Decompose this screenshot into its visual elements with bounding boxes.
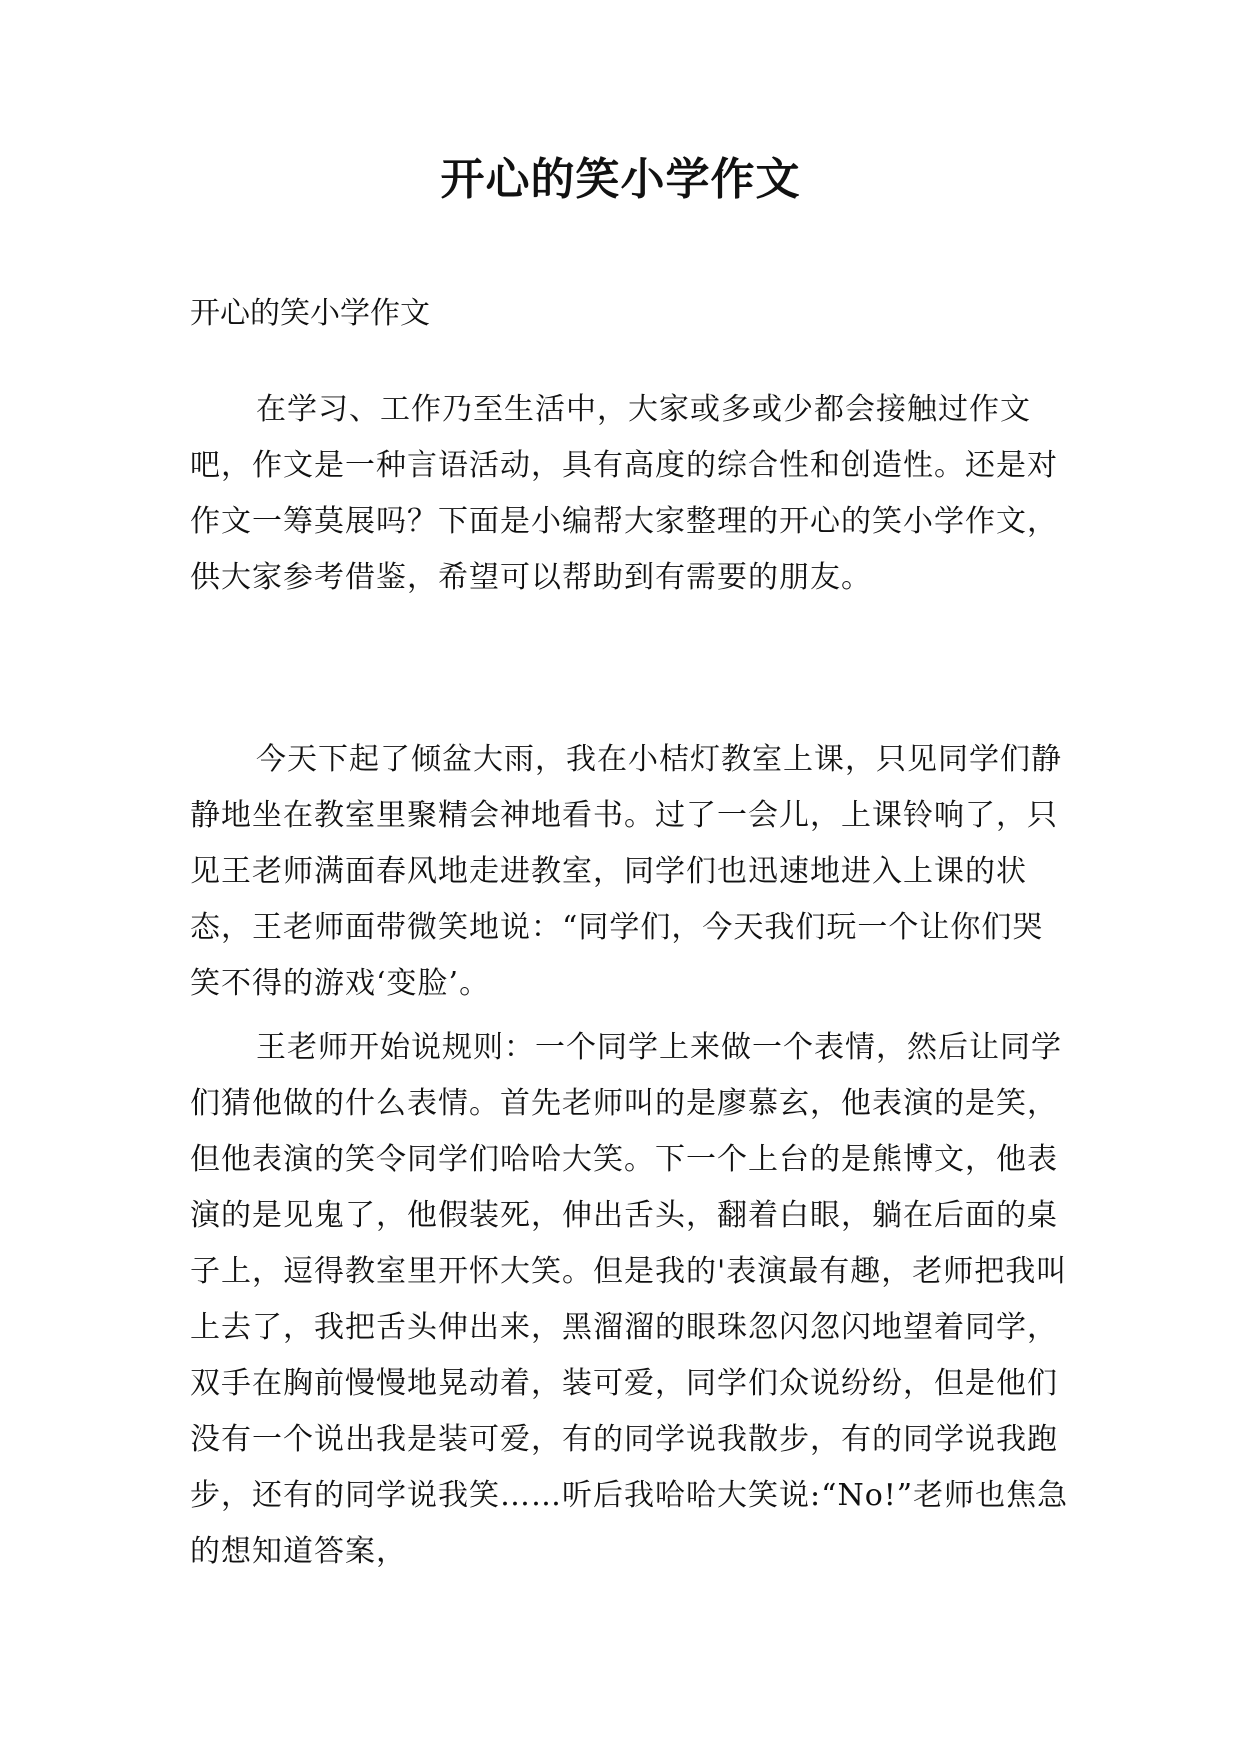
document-subtitle: 开心的笑小学作文 — [190, 296, 430, 331]
paragraph-game-rules: 王老师开始说规则：一个同学上来做一个表情，然后让同学们猜他做的什么表情。首先老师叫的是廖慕玄，他表演的是笑，但他表演的笑令同学们哈哈大笑。下一个上台的是熊博文，他表演的是见鬼了，他假装死，伸出舌头，翻着白眼，躺在后面的桌子上，逗得教室里开怀大笑。但是我的'表演最有趣，老师把我叫上去了，我把舌头伸出来，黑溜溜的眼珠忽闪忽闪地望着同学，双手在胸前慢慢地晃动着，装可爱，同学们众说纷纷，但是他们没有一个说出我是装可爱，有的同学说我散步，有的同学说我跑步，还有的同学说我笑……听后我哈哈大笑说:“No!”老师也焦急的想知道答案， — [190, 1030, 1069, 1569]
paragraph-story-start: 今天下起了倾盆大雨，我在小桔灯教室上课，只见同学们静静地坐在教室里聚精会神地看书。过了一会儿，上课铃响了，只见王老师满面春风地走进教室，同学们也迅速地进入上课的状态，王老师面带微笑地说：“同学们，今天我们玩一个让你们哭笑不得的游戏‘变脸’。 — [190, 742, 1062, 1001]
paragraph-intro: 在学习、工作乃至生活中，大家或多或少都会接触过作文吧，作文是一种言语活动，具有高度的综合性和创造性。还是对作文一筹莫展吗？下面是小编帮大家整理的开心的笑小学作文，供大家参考借鉴，希望可以帮助到有需要的朋友。 — [190, 392, 1058, 595]
document-title: 开心的笑小学作文 — [440, 154, 801, 205]
